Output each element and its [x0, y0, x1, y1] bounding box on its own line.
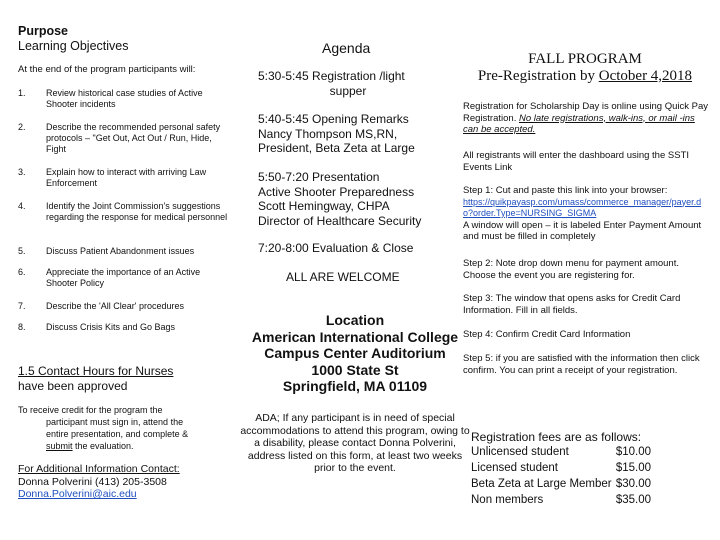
step-3: Step 3: The window that opens asks for Credit Card Information. Fill in all fields.: [463, 293, 681, 316]
agenda-item-registration: 5:30-5:45 Registration /light supper: [258, 69, 405, 98]
fees-table: [471, 444, 651, 508]
objective-item: 6. Appreciate the importance of an Active Shooter Policy: [18, 267, 201, 288]
fee-row: Unlicensed student $10.00: [471, 446, 651, 458]
objective-item: 2. Describe the recommended personal safety protocols – "Get Out, Act Out / Run, Hide, Fight: [18, 122, 221, 154]
ada-notice: ADA; If any participant is in need of special accommodations to attend this program, owing to a disability, please contact Donna Polverini, address listed on this form, at least two weeks prior to the event.: [240, 412, 470, 474]
fee-row: Licensed student $15.00: [471, 462, 651, 474]
quikpay-link[interactable]: https://quikpayasp.com/umass/commerce_manager/payer.do?order.Type=NURSING_SIGMA: [463, 196, 702, 218]
objective-item: 8. Discuss Crisis Kits and Go Bags: [18, 322, 176, 332]
objective-item: 5. Discuss Patient Abandonment issues: [18, 246, 195, 256]
location-college: American International College: [251, 328, 459, 345]
contact-info: [18, 463, 180, 501]
step-2: Step 2: Note drop down menu for payment amount. Choose the event you are registering for.: [463, 258, 679, 281]
purpose-title: Purpose: [18, 24, 69, 38]
step-4: Step 4: Confirm Credit Card Information: [463, 329, 631, 340]
agenda-item-presentation: 5:50-7:20 Presentation Active Shooter Preparedness Scott Hemingway, CHPA Director of Healthcare Security: [258, 170, 422, 228]
prereg-date: October 4,2018: [598, 68, 693, 84]
agenda-item-opening: 5:40-5:45 Opening Remarks Nancy Thompson MS,RN, President, Beta Zeta at Large: [258, 112, 415, 155]
submit-word: submit: [46, 441, 73, 451]
all-welcome: ALL ARE WELCOME: [286, 270, 400, 284]
scholarship-note: Registration for Scholarship Day is online using Quick Pay Registration. No late registrations, walk-ins, or mail -ins can be accepted.: [463, 101, 709, 135]
objective-item: 7. Describe the 'All Clear' procedures: [18, 301, 184, 311]
agenda-item-evaluation: 7:20-8:00 Evaluation & Close: [258, 241, 414, 255]
contact-name-phone: Donna Polverini (413) 205-3508: [18, 475, 167, 488]
fee-row: Non members $35.00: [471, 494, 651, 506]
step-5: Step 5: if you are satisfied with the information then click confirm. You can print a receipt of your registration.: [463, 353, 700, 376]
contact-label: For Additional Information Contact:: [18, 463, 180, 475]
objective-item: 4. Identify the Joint Commission's suggestions regarding the response for medical personnel: [18, 201, 228, 222]
objectives-intro: At the end of the program participants will:: [18, 64, 196, 75]
objective-item: 3. Explain how to interact with arriving Law Enforcement: [18, 167, 207, 188]
dashboard-note: All registrants will enter the dashboard using the SSTI Events Link: [463, 150, 690, 173]
location-venue: Campus Center Auditorium: [264, 345, 446, 361]
learning-objectives-subtitle: Learning Objectives: [18, 39, 129, 53]
step-1: Step 1: Cut and paste this link into your browser: https://quikpayasp.com/umass/commerce_manager/payer.do?order.Type=NURSING_SIGMA A window will open – it is labeled Enter Payment Amount and must be filled in completely: [463, 185, 711, 243]
location-street: 1000 State St: [311, 361, 399, 378]
contact-email-link[interactable]: Donna.Polverini@aic.edu: [18, 488, 137, 500]
fall-program-heading: FALL PROGRAM Pre-Registration by October 4,2018: [460, 51, 710, 85]
location-block: [240, 312, 470, 395]
contact-hours-line: 1.5 Contact Hours for Nurses: [18, 364, 174, 378]
fee-row: Beta Zeta at Large Member $30.00: [471, 478, 651, 490]
purpose-heading: [18, 24, 128, 54]
location-label: Location: [325, 312, 385, 328]
location-city: Springfield, MA 01109: [282, 378, 428, 394]
objective-item: 1. Review historical case studies of Active Shooter incidents: [18, 88, 203, 109]
contact-hours: [18, 364, 173, 394]
contact-hours-approved: have been approved: [18, 379, 128, 393]
agenda-title: Agenda: [322, 40, 371, 56]
fees-title: Registration fees are as follows:: [471, 430, 642, 444]
fall-program-title: FALL PROGRAM: [528, 51, 642, 67]
credit-requirements: To receive credit for the program the participant must sign in, attend the entire presentation, and complete & submit the evaluation.: [18, 405, 189, 451]
